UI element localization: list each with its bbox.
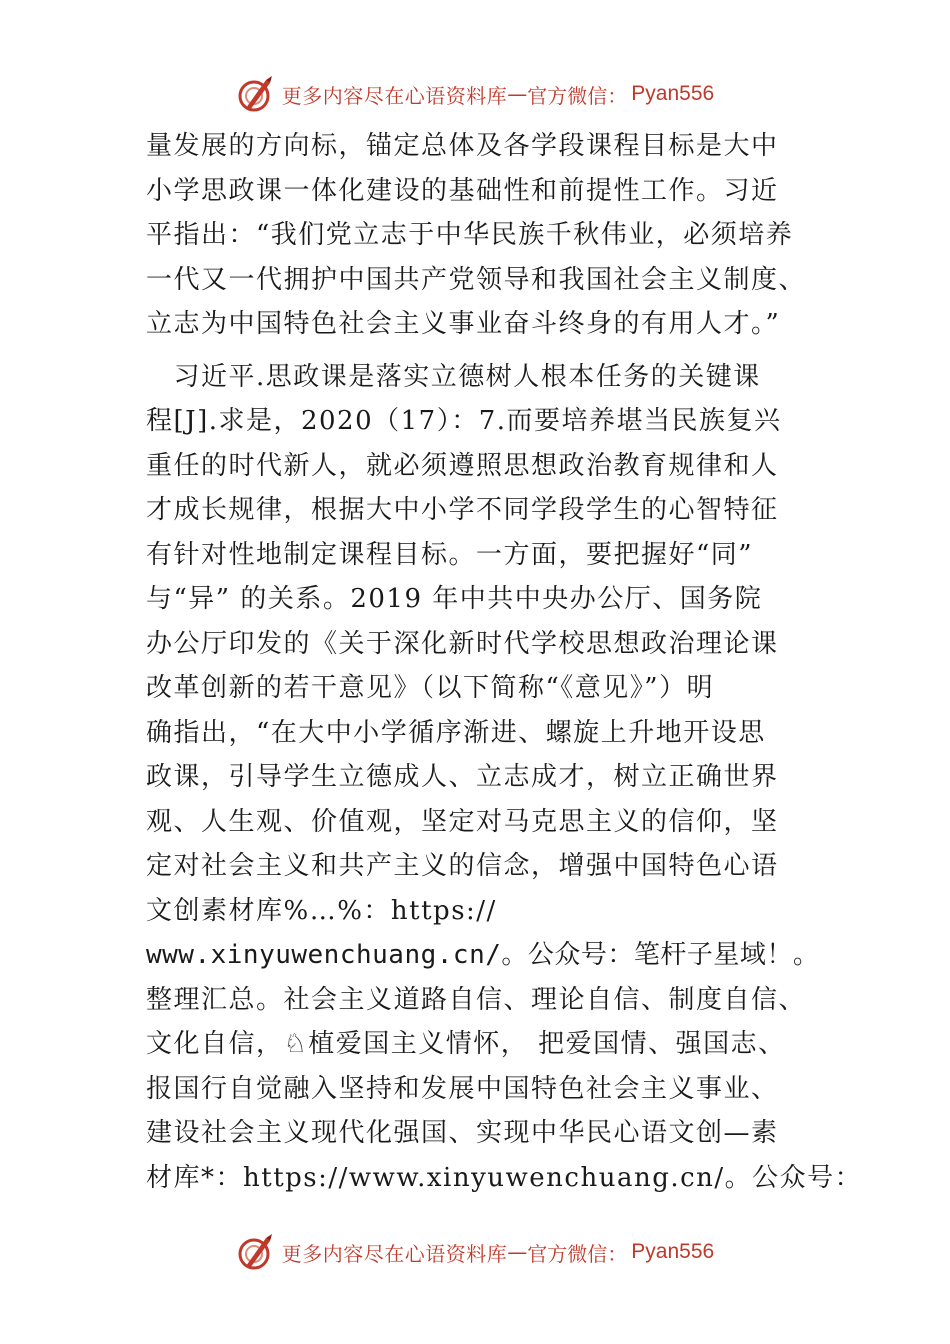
text-line: 平指出：“我们党立志于中华民族千秋伟业，必须培养 (146, 220, 794, 250)
banner-separator: — (507, 82, 528, 106)
pen-logo-icon (236, 1232, 276, 1272)
text-line: 才成长规律，根据大中小学不同学段学生的心智特征 (146, 495, 779, 525)
paragraph-1 (146, 124, 826, 347)
text-line: 政课，引导学生立德成人、立志成才，树立正确世界 (146, 762, 779, 792)
header-watermark-banner (0, 72, 950, 116)
banner-text: 更多内容尽在心语资料库 (281, 1241, 508, 1266)
text-line: 定对社会主义和共产主义的信念，增强中国特色心语 (146, 851, 779, 881)
banner-wechat-label: 官方微信： (527, 1241, 628, 1266)
text-line: 整理汇总。社会主义道路自信、理论自信、制度自信、 (146, 984, 807, 1015)
banner-separator: — (507, 1240, 528, 1264)
document-body (146, 124, 863, 1200)
pen-logo-icon (236, 74, 276, 114)
text-line: 立志为中国特色社会主义事业奋斗终身的有用人才。” (146, 309, 781, 339)
text-line: 建设社会主义现代化强国、实现中华民心语文创—素 (146, 1118, 779, 1148)
text-line: 改革创新的若干意见》（以下简称“《意见》”）明 (146, 673, 715, 703)
text-line: 确指出，“在大中小学循序渐进、螺旋上升地开设思 (146, 717, 766, 748)
banner-wechat-id: Pyan556 (631, 82, 715, 105)
text-line: 重任的时代新人，就必须遵照思想政治教育规律和人 (146, 450, 779, 481)
text-line: 与“异” 的关系。2019 年中共中央办公厅、国务院 (146, 584, 763, 614)
text-line: 文化自信，♘植爱国主义情怀， 把爱国情、强国志、 (146, 1029, 786, 1059)
text-line: 文创素材库%…%：https:// (146, 895, 497, 926)
footer-watermark-banner (0, 1230, 950, 1274)
text-line: 材库*：https://www.xinyuwenchuang.cn/。公众号： (146, 1162, 863, 1193)
text-line: 一代又一代拥护中国共产党领导和我国社会主义制度、 (146, 264, 807, 295)
text-line-url: www.xinyuwenchuang.cn/。公众号：笔杆子星域！。 (146, 940, 820, 970)
paragraph-2 (146, 355, 863, 1201)
banner-text: 更多内容尽在心语资料库 (281, 83, 508, 108)
banner-wechat-id: Pyan556 (631, 1240, 715, 1263)
text-line: 量发展的方向标，锚定总体及各学段课程目标是大中 (146, 131, 779, 161)
text-line: 观、人生观、价值观，坚定对马克思主义的信仰，坚 (146, 806, 779, 837)
banner-wechat-label: 官方微信： (527, 83, 628, 108)
text-line: 习近平.思政课是落实立德树人根本任务的关键课 (146, 361, 761, 392)
text-line: 办公厅印发的《关于深化新时代学校思想政治理论课 (146, 628, 779, 659)
text-line: 有针对性地制定课程目标。一方面，要把握好“同” (146, 539, 754, 570)
text-line: 小学思政课一体化建设的基础性和前提性工作。习近 (146, 175, 779, 206)
text-line: 程[J].求是，2020（17）：7.而要培养堪当民族复兴 (146, 406, 782, 436)
text-line: 报国行自觉融入坚持和发展中国特色社会主义事业、 (146, 1073, 779, 1104)
